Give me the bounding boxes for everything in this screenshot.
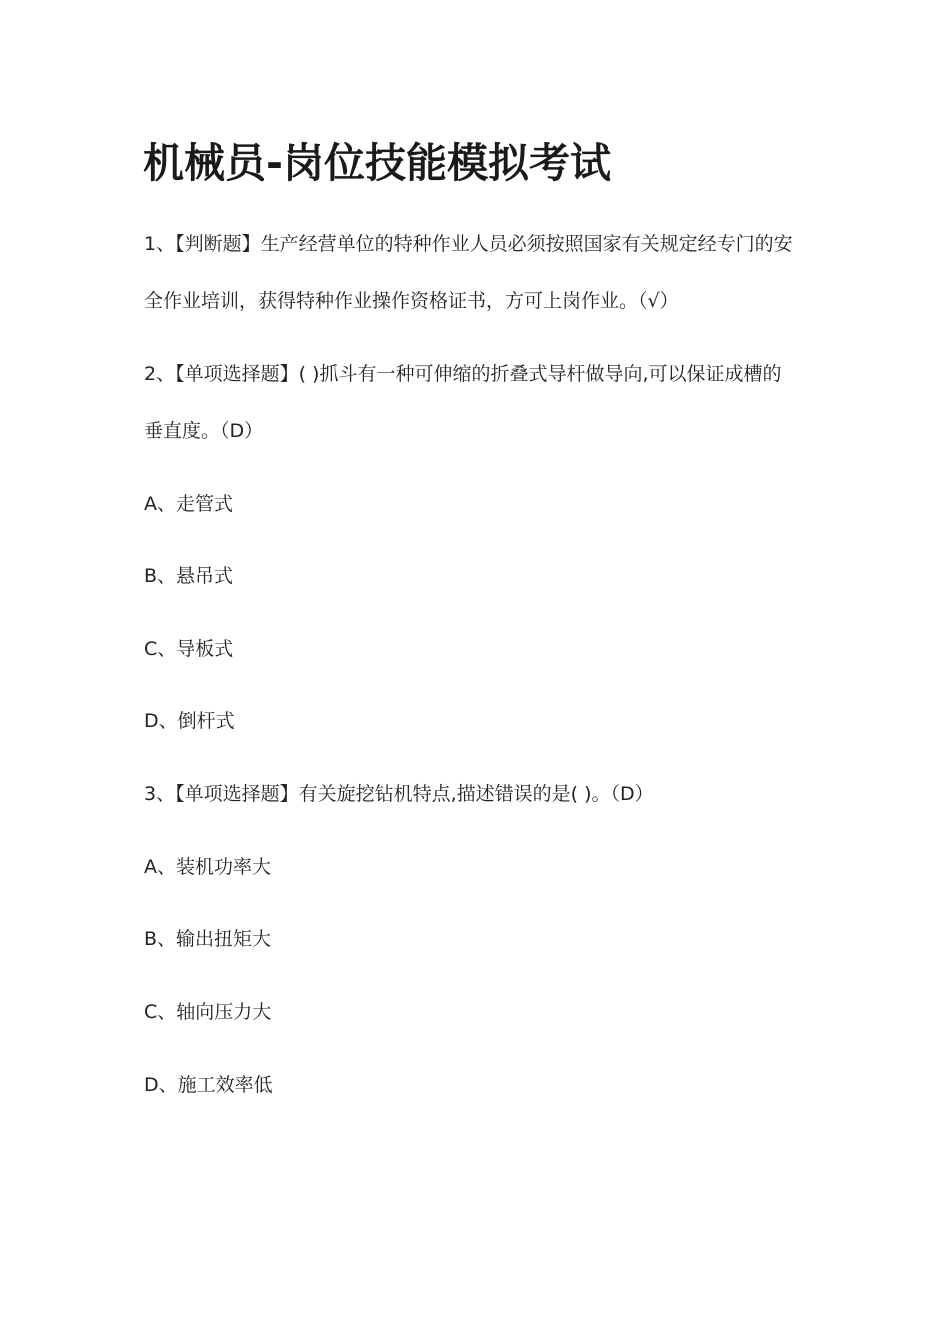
question-2-option-c: C、导板式 bbox=[144, 638, 234, 660]
question-3-option-b: B、输出扭矩大 bbox=[144, 928, 272, 950]
question-2-option-b: B、悬吊式 bbox=[144, 565, 234, 587]
page-title: 机械员-岗位技能模拟考试 bbox=[143, 139, 612, 187]
question-3-option-c: C、轴向压力大 bbox=[144, 1001, 272, 1023]
question-3-option-d: D、施工效率低 bbox=[144, 1074, 273, 1096]
question-2-text-line-1: 2、【单项选择题】( )抓斗有一种可伸缩的折叠式导杆做导向,可以保证成槽的 bbox=[144, 363, 782, 385]
question-2-option-d: D、倒杆式 bbox=[144, 710, 235, 732]
question-2-text-line-2: 垂直度。（D） bbox=[144, 420, 264, 442]
question-2-option-a: A、走管式 bbox=[144, 493, 233, 515]
question-1-text-line-2: 全作业培训，获得特种作业操作资格证书，方可上岗作业。（√） bbox=[144, 290, 679, 312]
question-3-text-line-1: 3、【单项选择题】有关旋挖钻机特点,描述错误的是( )。（D） bbox=[144, 783, 654, 805]
question-1-text-line-1: 1、【判断题】生产经营单位的特种作业人员必须按照国家有关规定经专门的安 bbox=[144, 233, 793, 255]
question-3-option-a: A、装机功率大 bbox=[144, 856, 271, 878]
